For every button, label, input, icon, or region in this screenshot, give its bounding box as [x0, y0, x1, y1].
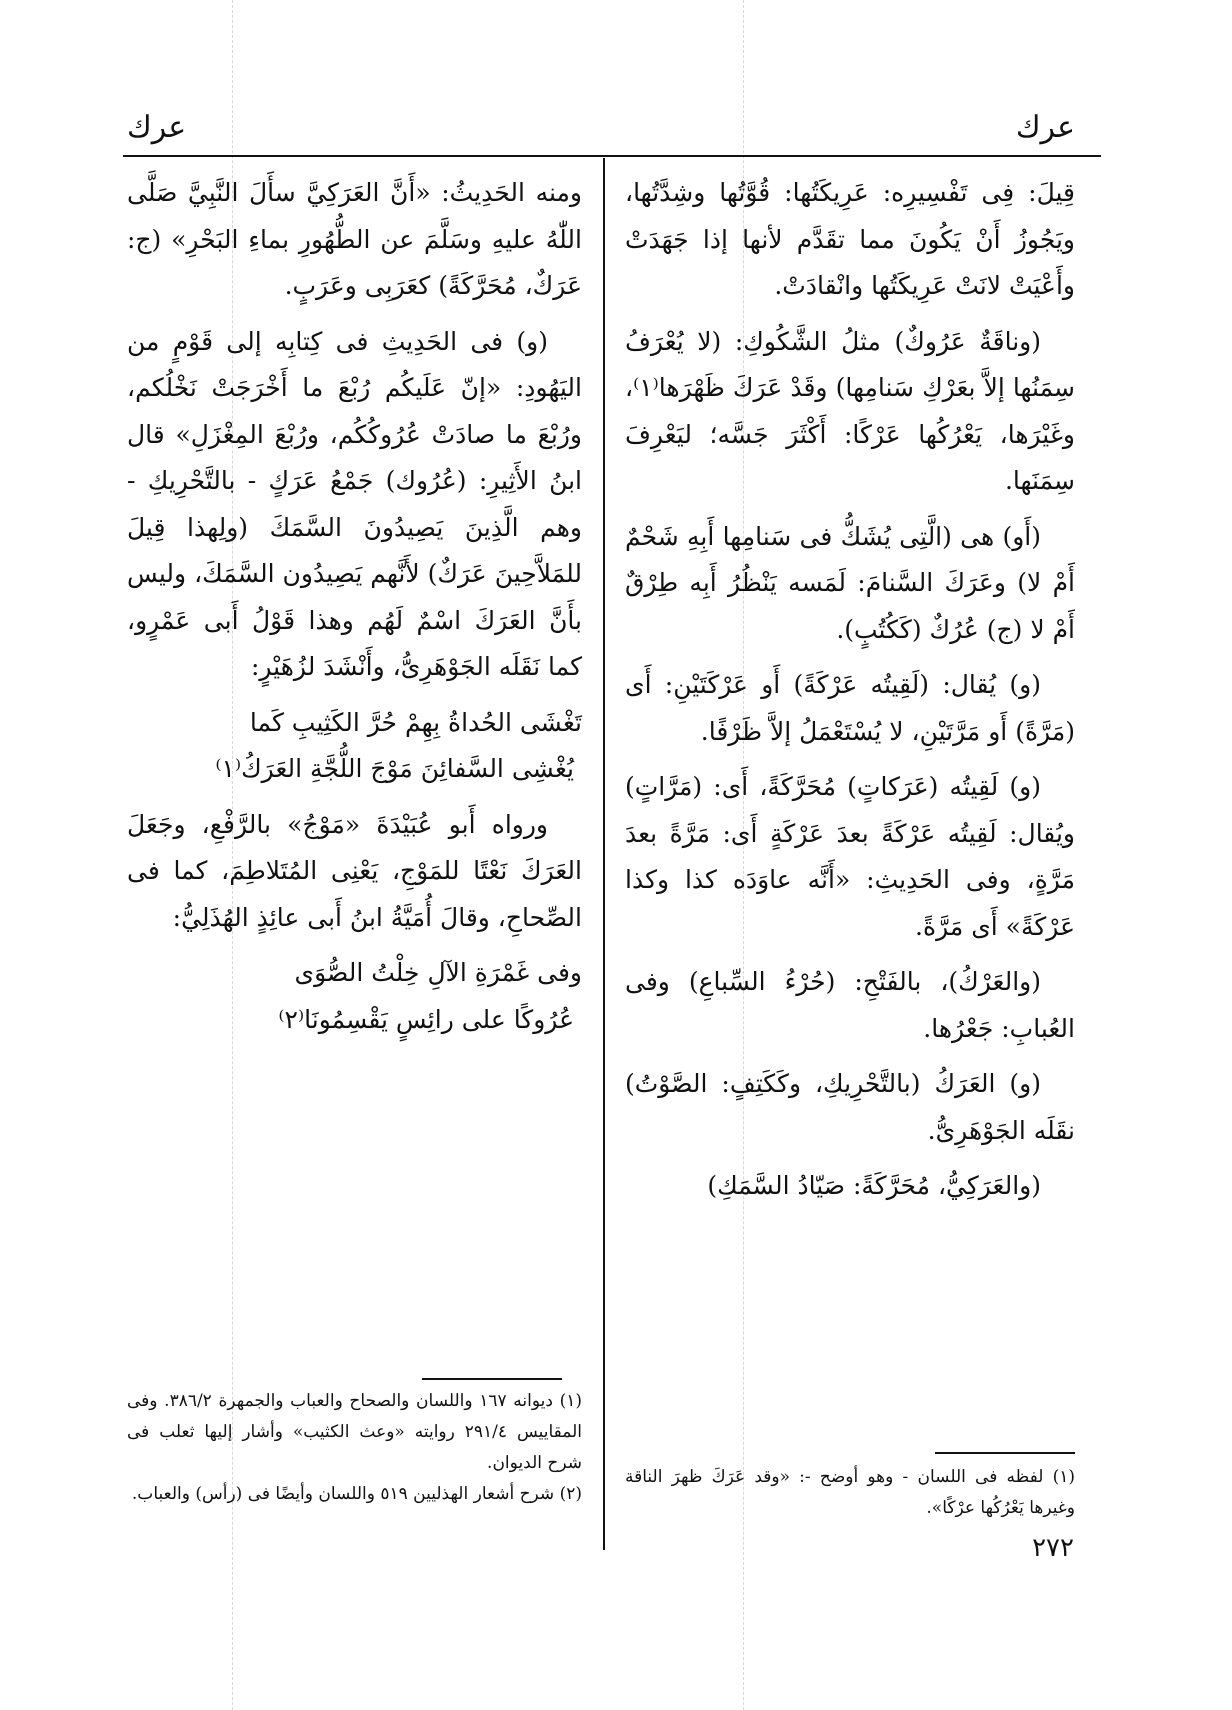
verse-line: يُغْشِى السَّفائِنَ مَوْجَ اللُّجَّةِ العَرَكُ⁽١⁾ [215, 754, 574, 783]
right-paragraph: (والعَرْكُ)، بالفَتْحِ: (حُرْءُ السِّباعِ) وفى العُبابِ: جَعْرُها. [625, 967, 1075, 1043]
left-paragraph: ورواه أَبو عُبَيْدَةَ «مَوْجُ» بالرَّفْعِ، وجَعَلَ العَرَكَ نَعْتًا للمَوْجِ، يَعْنِى المُتَلاطِمَ، كما فى الصِّحاحِ، وقالَ أُمَيَّةُ ابنُ أَبى عائِذٍ الهُذَلِيُّ: [127, 809, 582, 932]
footnote: (٢) شرح أشعار الهذليين ٥١٩ واللسان وأيضًا فى (رأس) والعباب. [131, 1484, 582, 1504]
header-rule [123, 155, 1101, 157]
left-paragraph: ومنه الحَدِيثُ: «أَنَّ العَرَكِيَّ سأَلَ النَّبِيَّ صَلَّى اللّٰهُ عليهِ وسَلَّمَ عن الطُّهُورِ بماءِ البَحْرِ» (ج: عَرَكٌ، مُحَرَّكَةً) كعَرَبِى وعَرَبٍ. [127, 178, 582, 300]
page-number: ٢٧٢ [1032, 1533, 1074, 1563]
right-paragraph: (وناقَةٌ عَرُوكٌ) مثلُ الشَّكُوكِ: (لا يُعْرَفُ سِمَنُها إلاَّ بعَرْكِ سَنامِها) وقَدْ عَرَكَ ظَهْرَها⁽١⁾، وغَيْرَها، يَعْرُكُها عَرْكًا: أَكْثَرَ جَسَّه؛ ليَعْرِفَ سِمَنَها. [625, 326, 1075, 495]
right-paragraph: (و) لَقِيتُه (عَرَكاتٍ) مُحَرَّكَةً، أَى: (مَرَّاتٍ) ويُقال: لَقِيتُه عَرْكَةً بعدَ عَرْكَةٍ أَى: مَرَّةً بعدَ مَرَّةٍ، وفى الحَدِيثِ: «أَنَّه عاوَدَه كذا وكذا عَرْكَةً» أَى مَرَّةً. [625, 772, 1075, 941]
verse-line: تَغْشَى الحُداةُ بِهِمْ حُرَّ الكَثِيبِ كَما [249, 707, 582, 737]
verse-umayya [127, 950, 582, 1043]
right-paragraph: (و) العَرَكُ (بالتَّحْرِيكِ، وكَكَتِفٍ: الصَّوْتُ) نقَلَه الجَوْهَرِىُّ. [625, 1069, 1075, 1145]
right-paragraph: (أَو) هى (الَّتِى يُشَكُّ فى سَنامِها أَبِهِ شَحْمٌ أَمْ لا) وعَرَكَ السَّنامَ: لَمَسه يَنْظُرُ أَبِه طِرْقٌ أَمْ لا (ج) عُرُكٌ (كَكُتُبٍ). [625, 521, 1075, 644]
left-column [127, 170, 582, 1052]
verse-line: وفى غَمْرَةِ الآلِ خِلْتُ الصُّوَى [294, 958, 582, 987]
left-paragraph: (و) فى الحَدِيثِ فى كِتابِه إلى قَوْمٍ من اليَهُودِ: «إنّ عَلَيكُم رُبْعَ ما أَخْرَجَتْ نَخْلُكم، ورُبْعَ ما صادَتْ عُرُوكُكُم، ورُبْعَ المِغْزَلِ» قال ابنُ الأَثِيرِ: (عُرُوك) جَمْعُ عَرَكٍ - بالتَّحْرِيكِ - وهم الَّذِينَ يَصِيدُونَ السَّمَكَ (ولِهذا قِيلَ للمَلاَّحِينَ عَرَكٌ) لأَنَّهم يَصِيدُون السَّمَكَ، وليس بأَنَّ العَرَكَ اسْمٌ لَهُم وهذا قَوْلُ أَبى عَمْرٍو، كما نَقَلَه الجَوْهَرِىُّ، وأَنْشَدَ لزُهَيْرٍ: [127, 326, 582, 681]
right-paragraph: (و) يُقال: (لَقِيتُه عَرْكَةً) أَو عَرْكَتَيْنِ: أَى (مَرَّةً) أَو مَرَّتَيْنِ، لا يُسْتَعْمَلُ إلاَّ ظَرْفًا. [625, 670, 1075, 746]
footnote: (١) لفظه فى اللسان - وهو أوضح -: «وقد عَرَكَ ظهرَ الناقة وغيرها يَعْرُكُها عرْكًا». [625, 1467, 1075, 1518]
footnotes-right [625, 1462, 1075, 1524]
footnote: (١) ديوانه ١٦٧ واللسان والصحاح والعباب والجمهرة ٣٨٦/٢. وفى المقاييس ٢٩١/٤ روايته «وعث الكثيب» وأشار إليها ثعلب فى شرح الديوان. [127, 1391, 583, 1473]
footnote-rule-right [935, 1452, 1075, 1454]
right-paragraph: (والعَرَكِيُّ، مُحَرَّكَةً: صَيّادُ السَّمَكِ) [707, 1171, 1041, 1200]
right-paragraph: قِيلَ: فِى تَفْسِيرِه: عَرِيكَتُها: قُوَّتُها وشِدَّتُها، ويَجُوزُ أَنْ يَكُونَ مما تقَدَّم لأنها إذا جَهَدَتْ وأَعْيَتْ لانَتْ عَرِيكَتُها وانْقادَتْ. [625, 178, 1075, 300]
verse-line: عُرُوكًا على رائِسٍ يَقْسِمُونَا⁽٢⁾ [278, 1004, 574, 1034]
running-head-right: عرك [1015, 110, 1075, 145]
footnote-rule-left [422, 1378, 562, 1380]
verse-zuhayr [127, 700, 582, 793]
footnotes-left [127, 1386, 582, 1510]
column-divider [603, 158, 605, 1550]
running-head-left: عرك [127, 110, 187, 145]
right-column [625, 170, 1075, 1219]
